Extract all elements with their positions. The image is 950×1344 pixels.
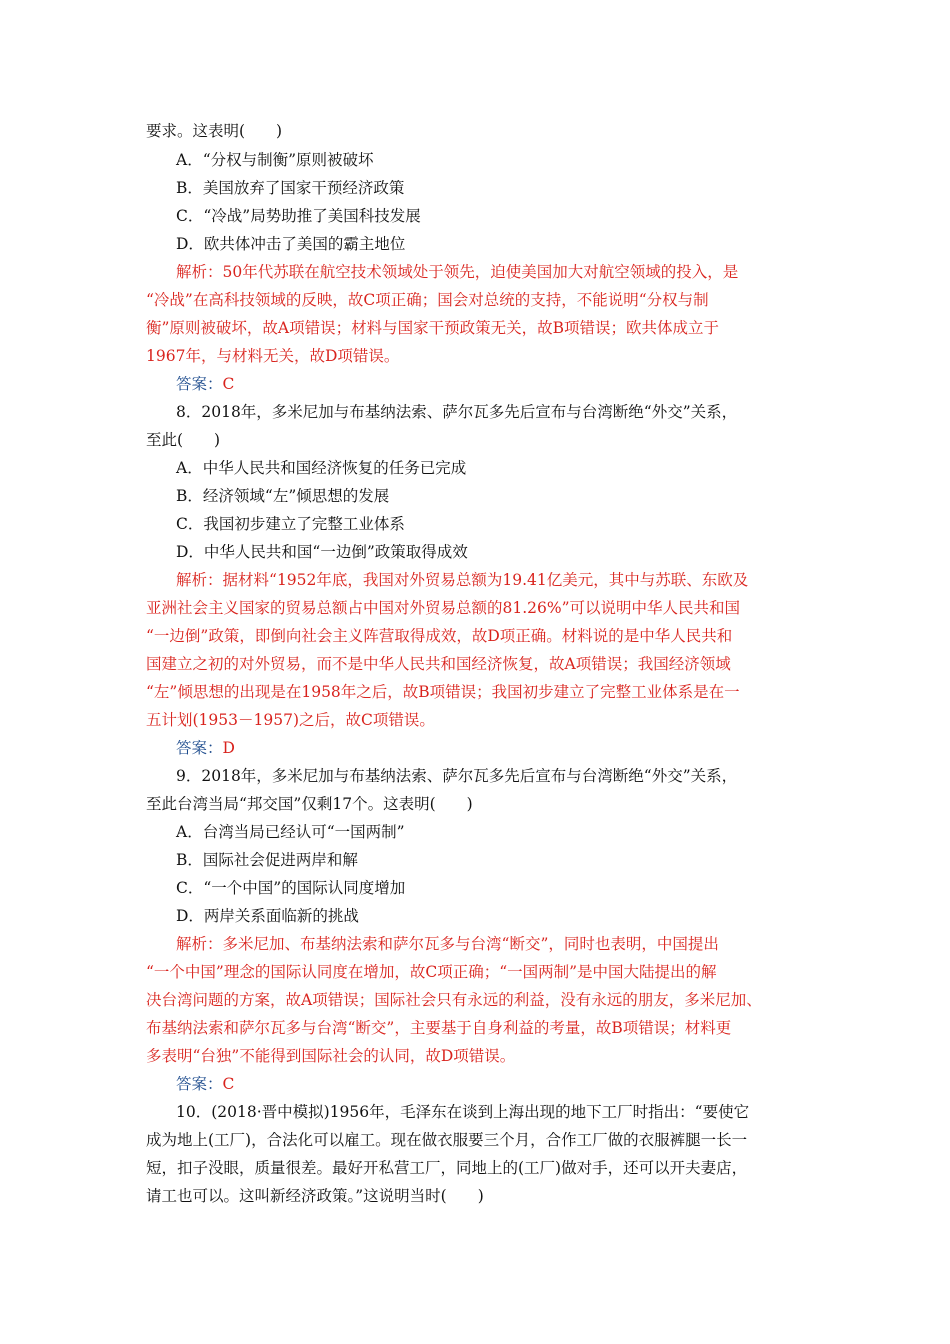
q7-analysis-line-4: 1967年，与材料无关，故D项错误。 [146,347,400,365]
q10-stem-line-3: 短，扣子没眼，质量很差。最好开私营工厂，同地上的(工厂)做对手，还可以开夫妻店， [146,1159,748,1177]
q9-analysis-line-2: “一个中国”理念的国际认同度在增加，故C项正确；“一国两制”是中国大陆提出的解 [146,963,717,981]
q8-analysis-line-4: 国建立之初的对外贸易，而不是中华人民共和国经济恢复，故A项错误；我国经济领域 [146,655,731,673]
q7-option-a: A．“分权与制衡”原则被破坏 [176,151,374,169]
q9-analysis-line-1 [176,934,719,954]
q7-option-b: B．美国放弃了国家干预经济政策 [176,179,405,197]
q8-option-a: A．中华人民共和国经济恢复的任务已完成 [176,459,467,477]
q9-stem-line-2: 至此台湾当局“邦交国”仅剩17个。这表明( ) [146,795,473,813]
q8-analysis-label: 解析： [176,571,223,589]
q9-answer [176,1074,234,1094]
q9-option-a: A．台湾当局已经认可“一国两制” [176,823,405,841]
q7-stem-tail: 要求。这表明( ) [146,122,283,140]
q10-stem-line-2: 成为地上(工厂)，合法化可以雇工。现在做衣服要三个月，合作工厂做的衣服裤腿一长一 [146,1131,748,1149]
q9-analysis-line-4: 布基纳法索和萨尔瓦多与台湾“断交”，主要基于自身利益的考量，故B项错误；材料更 [146,1019,732,1037]
q7-analysis-line-2: “冷战”在高科技领域的反映，故C项正确；国会对总统的支持，不能说明“分权与制 [146,291,709,309]
q8-analysis-text-1: 据材料“1952年底，我国对外贸易总额为19.41亿美元，其中与苏联、东欧及 [222,571,749,589]
q9-option-d: D．两岸关系面临新的挑战 [176,907,359,925]
q8-answer-value: D [222,739,235,757]
q7-analysis-line-1 [176,262,738,282]
q8-analysis-line-2: 亚洲社会主义国家的贸易总额占中国对外贸易总额的81.26%”可以说明中华人民共和国 [146,599,741,617]
q8-analysis-line-6: 五计划(1953－1957)之后，故C项错误。 [146,711,435,729]
q7-answer [176,374,234,394]
q10-stem-line-4: 请工也可以。这叫新经济政策。”这说明当时( ) [146,1187,484,1205]
q7-analysis-text-1: 50年代苏联在航空技术领域处于领先，迫使美国加大对航空领域的投入，是 [222,263,739,281]
q8-answer-label: 答案： [176,739,223,757]
q8-answer [176,738,235,758]
q9-analysis-label: 解析： [176,935,223,953]
q7-option-c: C．“冷战”局势助推了美国科技发展 [176,207,421,225]
q8-stem-line-2: 至此( ) [146,431,221,449]
q8-stem-line-1: 8．2018年，多米尼加与布基纳法索、萨尔瓦多先后宣布与台湾断绝“外交”关系， [176,403,738,421]
q9-answer-label: 答案： [176,1075,223,1093]
q8-analysis-line-5: “左”倾思想的出现是在1958年之后，故B项错误；我国初步建立了完整工业体系是在一 [146,683,740,701]
q9-stem-line-1: 9．2018年，多米尼加与布基纳法索、萨尔瓦多先后宣布与台湾断绝“外交”关系， [176,767,738,785]
q8-analysis-line-3: “一边倒”政策，即倒向社会主义阵营取得成效，故D项正确。材料说的是中华人民共和 [146,627,733,645]
q8-option-c: C．我国初步建立了完整工业体系 [176,515,405,533]
q9-option-c: C．“一个中国”的国际认同度增加 [176,879,406,897]
q7-answer-value: C [222,375,235,393]
q8-analysis-line-1 [176,570,748,590]
q7-option-d: D．欧共体冲击了美国的霸主地位 [176,235,406,253]
q9-analysis-line-5: 多表明“台独”不能得到国际社会的认同，故D项错误。 [146,1047,516,1065]
q9-option-b: B．国际社会促进两岸和解 [176,851,358,869]
q7-analysis-label: 解析： [176,263,223,281]
q10-stem-line-1: 10．(2018·晋中模拟)1956年，毛泽东在谈到上海出现的地下工厂时指出：“要使它 [176,1103,750,1121]
q8-option-d: D．中华人民共和国“一边倒”政策取得成效 [176,543,468,561]
q7-analysis-line-3: 衡”原则被破坏，故A项错误；材料与国家干预政策无关，故B项错误；欧共体成立于 [146,319,720,337]
q9-analysis-line-3: 决台湾问题的方案，故A项错误；国际社会只有永远的利益，没有永远的朋友，多米尼加、 [146,991,762,1009]
q9-answer-value: C [222,1075,235,1093]
q8-option-b: B．经济领域“左”倾思想的发展 [176,487,390,505]
q7-answer-label: 答案： [176,375,223,393]
q9-analysis-text-1: 多米尼加、布基纳法索和萨尔瓦多与台湾“断交”，同时也表明，中国提出 [222,935,719,953]
